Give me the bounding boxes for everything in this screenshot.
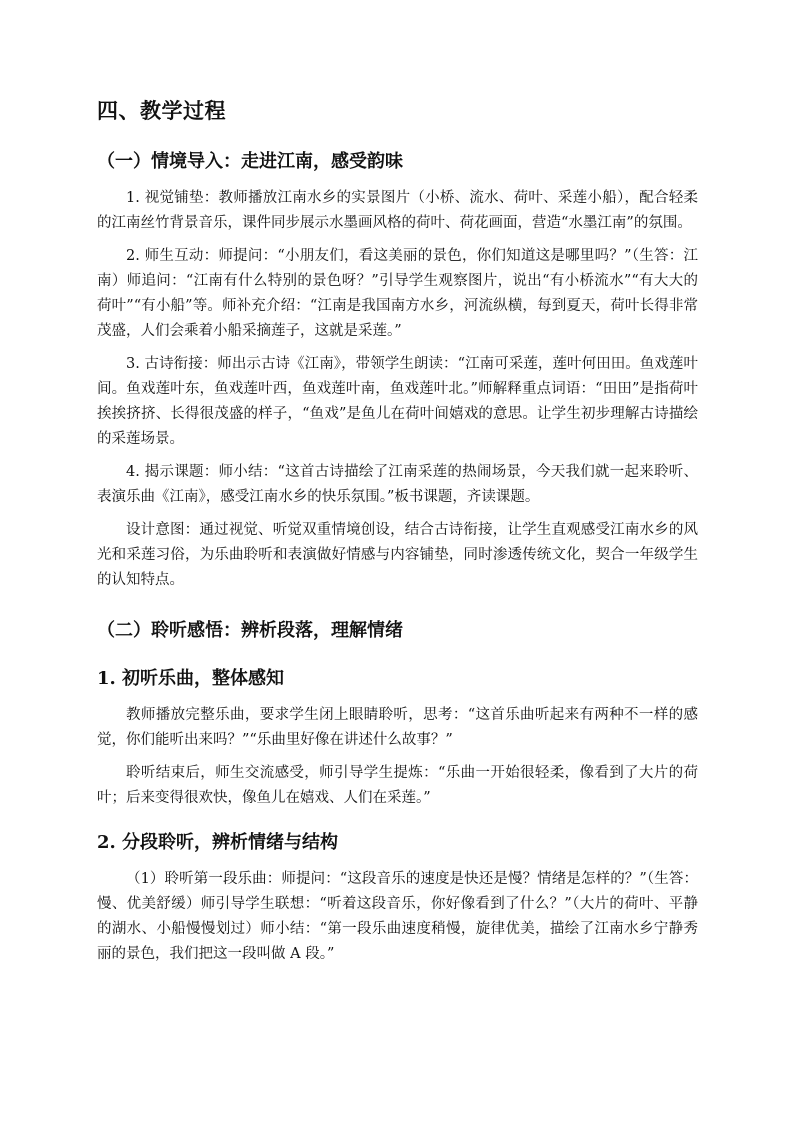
part2-heading: （二）聆听感悟：辨析段落，理解情绪	[97, 620, 403, 641]
part2-sub2-paragraph-1: （1）聆听第一段乐曲：师提问：“这段音乐的速度是快还是慢？情绪是怎样的？”（生答：慢、优美舒缓）师引导学生联想：“听着这段音乐，你好像看到了什么？”（大片的荷叶、平静的湖水、小船慢慢划过）师小结：“第一段乐曲速度稍慢，旋律优美，描绘了江南水乡宁静秀丽的景色，我们把这一段叫做 A 段。”	[97, 871, 698, 962]
design-intent-paragraph: 设计意图：通过视觉、听觉双重情境创设，结合古诗衔接，让学生直观感受江南水乡的风光和采莲习俗，为乐曲聆听和表演做好情感与内容铺垫，同时渗透传统文化，契合一年级学生的认知特点。	[97, 522, 698, 588]
part1-paragraph-4: 4. 揭示课题：师小结：“这首古诗描绘了江南采莲的热闹场景，今天我们就一起来聆听、表演乐曲《江南》，感受江南水乡的快乐氛围。”板书课题，齐读课题。	[97, 464, 698, 505]
part2-sub1-heading: 1. 初听乐曲，整体感知	[97, 668, 285, 689]
part2-sub2-heading: 2. 分段聆听，辨析情绪与结构	[97, 832, 339, 853]
part2-sub1-paragraph-2: 聆听结束后，师生交流感受，师引导学生提炼：“乐曲一开始很轻柔，像看到了大片的荷叶；后来变得很欢快，像鱼儿在嬉戏、人们在采莲。”	[97, 765, 698, 806]
part1-paragraph-2: 2. 师生互动：师提问：“小朋友们，看这美丽的景色，你们知道这是哪里吗？”（生答：江南）师追问：“江南有什么特别的景色呀？”引导学生观察图片，说出“有小桥流水”“有大大的荷叶”“有小船”等。师补充介绍：“江南是我国南方水乡，河流纵横，每到夏天，荷叶长得非常茂盛，人们会乘着小船采摘莲子，这就是采莲。”	[97, 248, 698, 339]
part1-heading: （一）情境导入：走进江南，感受韵味	[97, 151, 403, 172]
part1-paragraph-3: 3. 古诗衔接：师出示古诗《江南》，带领学生朗读：“江南可采莲，莲叶何田田。鱼戏莲叶间。鱼戏莲叶东，鱼戏莲叶西，鱼戏莲叶南，鱼戏莲叶北。”师解释重点词语：“田田”是指荷叶挨挨挤挤、长得很茂盛的样子，“鱼戏”是鱼儿在荷叶间嬉戏的意思。让学生初步理解古诗描绘的采莲场景。	[97, 356, 698, 447]
part1-paragraph-1: 1. 视觉铺垫：教师播放江南水乡的实景图片（小桥、流水、荷叶、采莲小船），配合轻柔的江南丝竹背景音乐，课件同步展示水墨画风格的荷叶、荷花画面，营造“水墨江南”的氛围。	[97, 190, 698, 231]
section-title: 四、教学过程	[97, 98, 226, 123]
part2-sub1-paragraph-1: 教师播放完整乐曲，要求学生闭上眼睛聆听，思考：“这首乐曲听起来有两种不一样的感觉，你们能听出来吗？”“乐曲里好像在讲述什么故事？”	[97, 707, 698, 748]
